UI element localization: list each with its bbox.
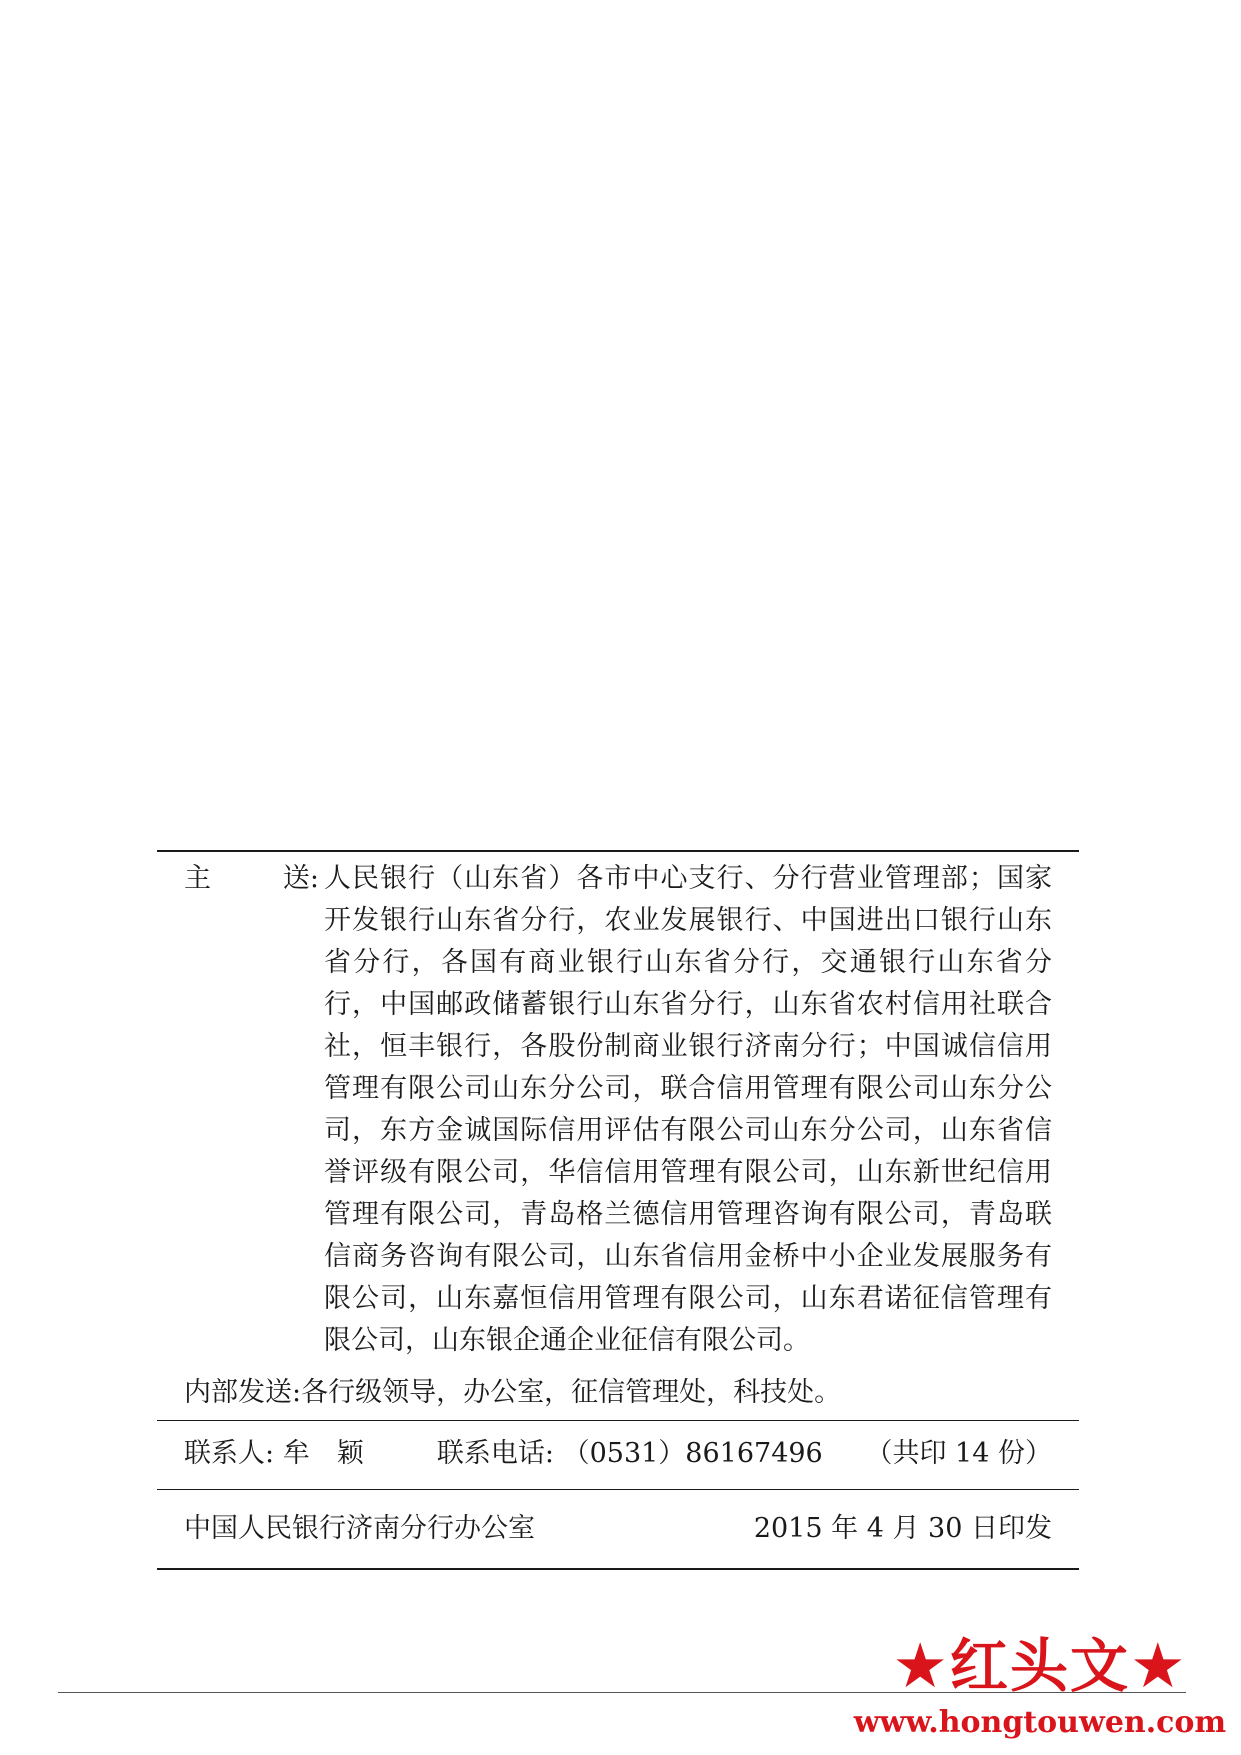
contact-person-label: 联系人: bbox=[184, 1438, 275, 1469]
star-icon: ★ bbox=[892, 1629, 950, 1702]
internal-recipients-section bbox=[157, 1372, 1079, 1420]
star-icon: ★ bbox=[1130, 1629, 1188, 1702]
contact-phone: （0531）86167496 bbox=[562, 1438, 823, 1469]
internal-recipients-text: 各行级领导，办公室，征信管理处，科技处。 bbox=[301, 1377, 842, 1408]
contact-phone-label: 联系电话: bbox=[436, 1438, 554, 1469]
main-recipients-text: 人民银行（山东省）各市中心支行、分行营业管理部；国家开发银行山东省分行，农业发展银行、中国进出口银行山东省分行，各国有商业银行山东省分行，交通银行山东省分行，中国邮政储蓄银行山东省分行，山东省农村信用社联合社，恒丰银行，各股份制商业银行济南分行；中国诚信信用管理有限公司山东分公司，联合信用管理有限公司山东分公司，东方金诚国际信用评估有限公司山东分公司，山东省信誉评级有限公司，华信信用管理有限公司，山东新世纪信用管理有限公司，青岛格兰德信用管理咨询有限公司，青岛联信商务咨询有限公司，山东省信用金桥中小企业发展服务有限公司，山东嘉恒信用管理有限公司，山东君诺征信管理有限公司，山东银企通企业征信有限公司。 bbox=[324, 863, 1052, 1356]
document-footer-block bbox=[157, 850, 1079, 1570]
issuer-section bbox=[157, 1490, 1079, 1568]
watermark-url: www.hongtouwen.com bbox=[853, 1705, 1227, 1740]
contact-person-name: 牟 颖 bbox=[282, 1438, 364, 1469]
bottom-rule bbox=[157, 1568, 1079, 1570]
copies-count: （共印 14 份） bbox=[865, 1438, 1052, 1469]
main-recipients-section bbox=[157, 852, 1079, 1372]
issuing-office: 中国人民银行济南分行办公室 bbox=[184, 1513, 535, 1544]
contact-section bbox=[157, 1421, 1079, 1489]
watermark-title bbox=[845, 1628, 1235, 1704]
main-label-char-1: 主 bbox=[184, 863, 211, 894]
issue-date: 2015 年 4 月 30 日印发 bbox=[753, 1513, 1052, 1544]
watermark-title-text: 红头文 bbox=[949, 1632, 1130, 1700]
main-recipients-label bbox=[184, 858, 324, 1362]
main-label-char-2: 送: bbox=[282, 863, 319, 894]
contact-person bbox=[184, 1433, 823, 1475]
watermark bbox=[845, 1628, 1235, 1748]
internal-recipients-label: 内部发送: bbox=[184, 1377, 302, 1408]
